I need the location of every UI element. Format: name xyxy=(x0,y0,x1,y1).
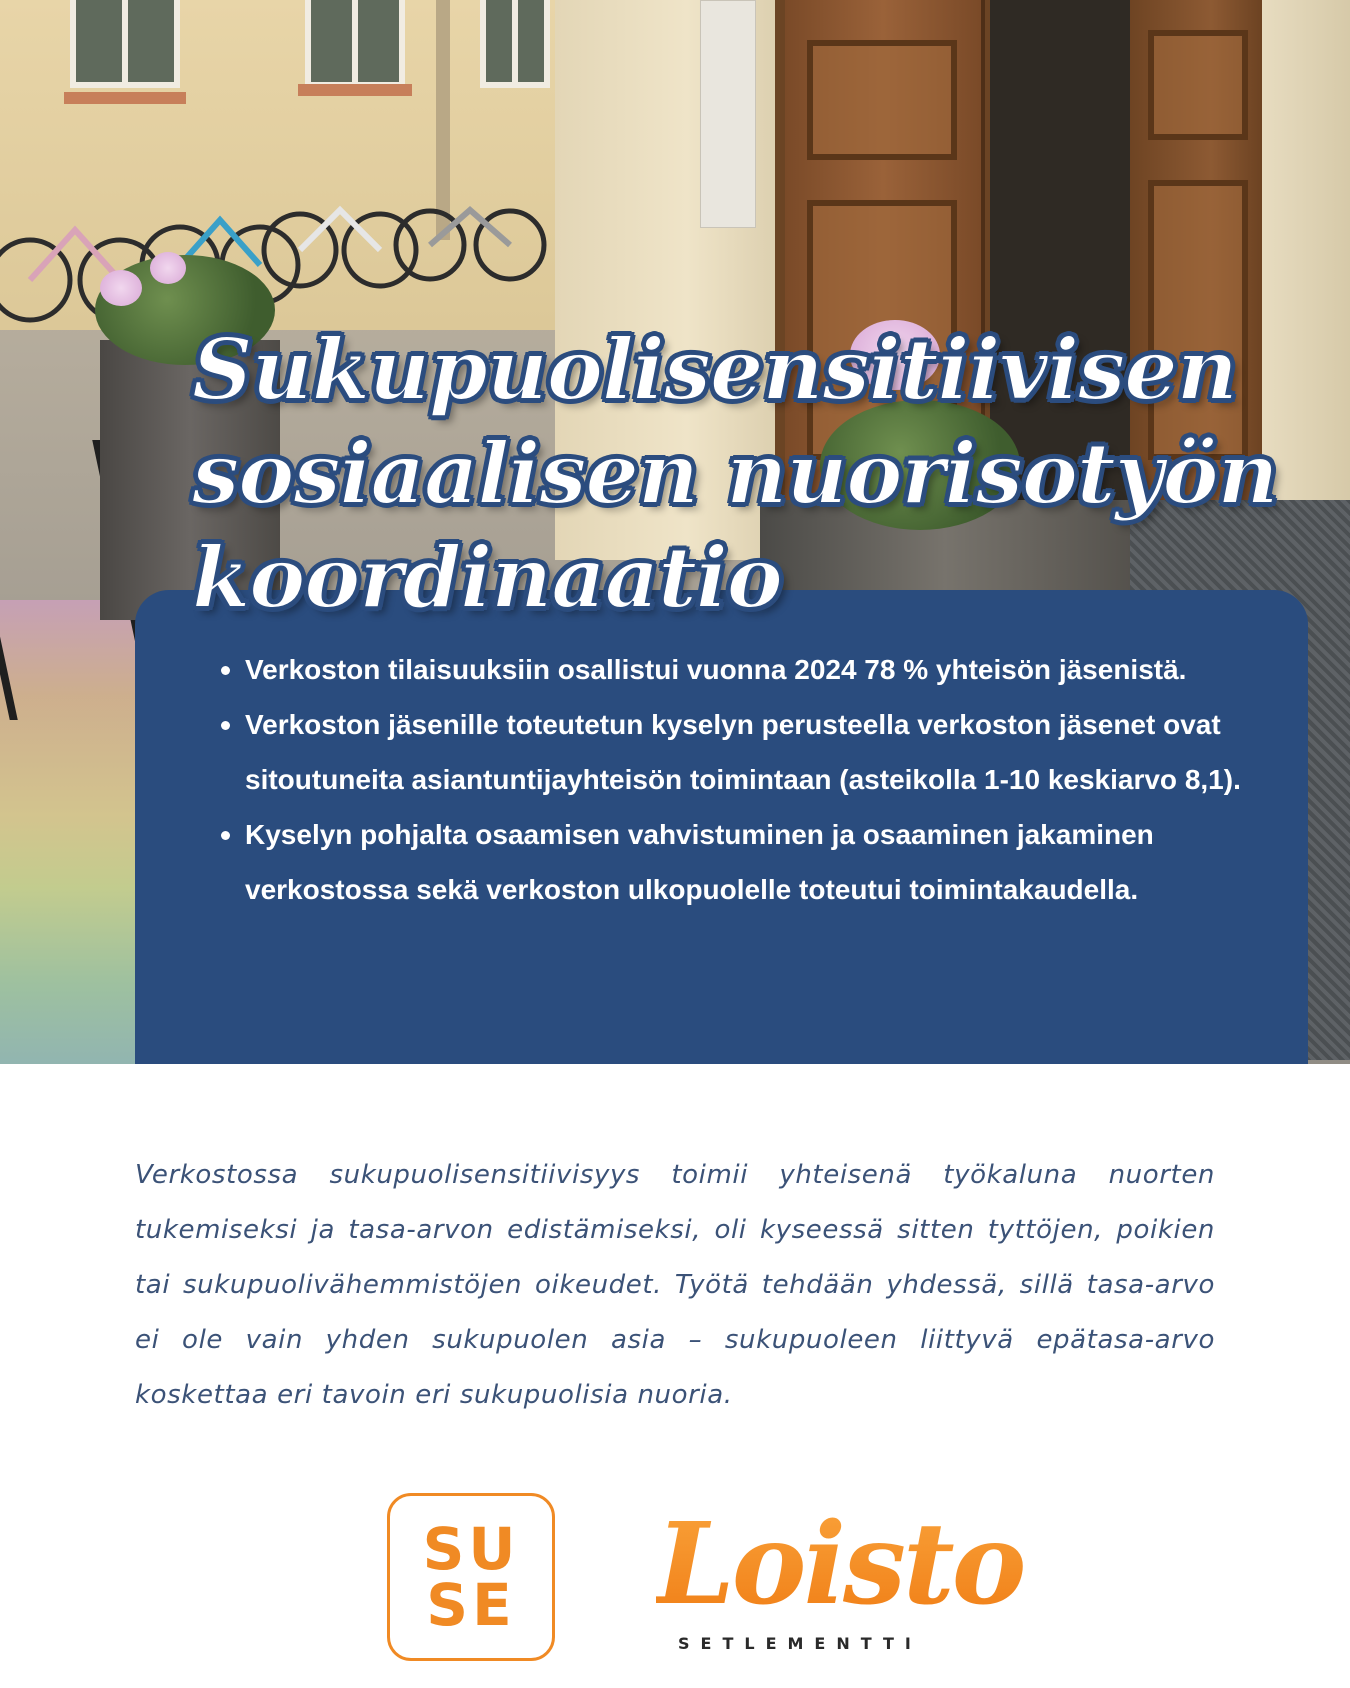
window-sill xyxy=(298,84,412,96)
description-paragraph: Verkostossa sukupuolisensitiivisyys toimii yhteisenä työkaluna nuorten tukemiseksi ja tasa-arvon edistämiseksi, oli kyseessä sitten tyttöjen, poikien tai sukupuolivähemmistöjen oikeudet. Työtä tehdään yhdessä, sillä tasa-arvo ei ole vain yhden sukupuolen asia – sukupuoleen liittyvä epätasa-arvo koskettaa eri tavoin eri sukupuolisia nuoria. xyxy=(135,1160,1215,1410)
highlights-box xyxy=(135,590,1308,1064)
title-line: koordinaatio xyxy=(192,528,782,627)
window xyxy=(70,0,180,88)
highlights-list xyxy=(245,642,1258,917)
bicycles xyxy=(0,170,560,330)
list-item: Verkoston tilaisuuksiin osallistui vuonna 2024 78 % yhteisön jäsenistä. xyxy=(245,642,1258,697)
loisto-logo-word: Loisto xyxy=(656,1499,1024,1630)
window xyxy=(480,0,550,88)
suse-logo xyxy=(387,1493,555,1661)
title-line: Sukupuolisensitiivisen xyxy=(192,320,1237,419)
window xyxy=(305,0,405,88)
list-item: Kyselyn pohjalta osaamisen vahvistuminen ja osaaminen jakaminen verkostossa sekä verkoston ulkopuolelle toteutui toimintakaudella. xyxy=(245,807,1258,917)
title-line: sosiaalisen nuorisotyön xyxy=(192,424,1278,523)
loisto-logo xyxy=(648,1499,1024,1660)
suse-logo-line: SU xyxy=(422,1515,520,1583)
list-item: Verkoston jäsenille toteutetun kyselyn perusteella verkoston jäsenet ovat sitoutuneita asiantuntijayhteisön toimintaan (asteikolla 1-10 keskiarvo 8,1). xyxy=(245,697,1258,807)
wall-sign xyxy=(700,0,756,228)
page-title xyxy=(192,318,1332,630)
flower xyxy=(150,252,186,284)
window-sill xyxy=(64,92,186,104)
suse-logo-line: SE xyxy=(426,1571,516,1639)
loisto-logo-subtitle: SETLEMENTTI xyxy=(678,1634,922,1653)
flower xyxy=(100,270,142,306)
